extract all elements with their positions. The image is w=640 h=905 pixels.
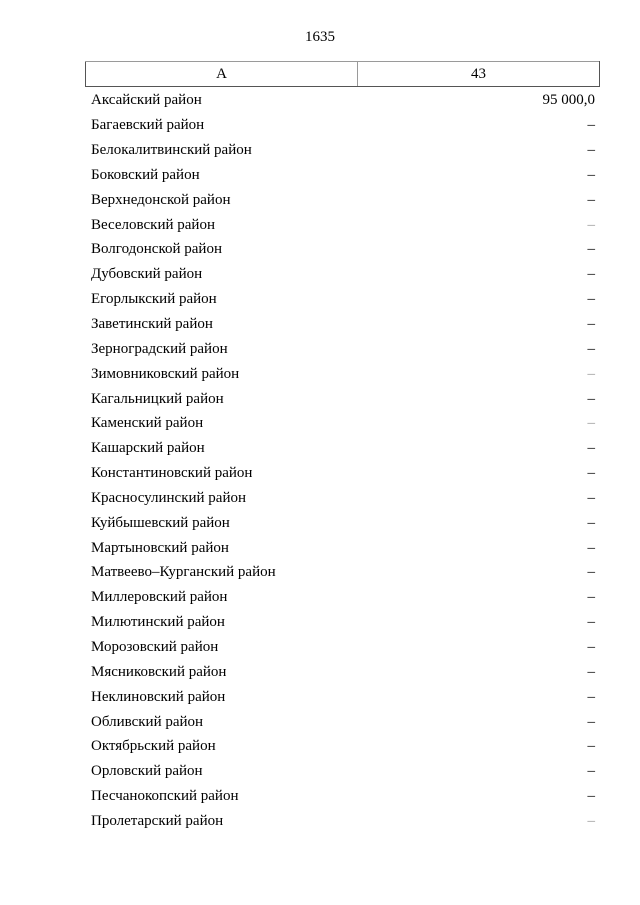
district-value: – bbox=[587, 738, 595, 755]
district-value: – bbox=[587, 663, 595, 680]
district-name: Заветинский район bbox=[91, 316, 213, 333]
table-row bbox=[91, 560, 595, 585]
table-row bbox=[91, 585, 595, 610]
district-value: – bbox=[587, 614, 595, 631]
district-value: – bbox=[587, 340, 595, 357]
table-row bbox=[91, 486, 595, 511]
table-row bbox=[91, 759, 595, 784]
header-row bbox=[86, 62, 600, 87]
district-name: Пролетарский район bbox=[91, 812, 224, 829]
district-value: 95 000,0 bbox=[542, 92, 595, 109]
district-name: Красносулинский район bbox=[91, 489, 247, 506]
district-name: Верхнедонской район bbox=[91, 191, 231, 208]
district-value: – bbox=[587, 365, 595, 382]
table-row bbox=[91, 386, 595, 411]
district-name: Каменский район bbox=[91, 415, 204, 432]
district-value: – bbox=[587, 291, 595, 308]
table-header bbox=[85, 61, 600, 87]
district-value: – bbox=[587, 241, 595, 258]
district-name: Песчанокопский район bbox=[91, 788, 239, 805]
district-name: Кагальницкий район bbox=[91, 390, 224, 407]
district-name: Морозовский район bbox=[91, 638, 219, 655]
table-row bbox=[91, 635, 595, 660]
district-value: – bbox=[587, 763, 595, 780]
district-name: Матвеево–Курганский район bbox=[91, 564, 276, 581]
district-name: Октябрьский район bbox=[91, 738, 216, 755]
district-value: – bbox=[587, 216, 595, 233]
table-row bbox=[91, 659, 595, 684]
district-value: – bbox=[587, 564, 595, 581]
table-row bbox=[91, 88, 595, 113]
district-name: Кашарский район bbox=[91, 440, 205, 457]
district-name: Багаевский район bbox=[91, 117, 205, 134]
district-value: – bbox=[587, 788, 595, 805]
district-name: Константиновский район bbox=[91, 465, 253, 482]
table-row bbox=[91, 212, 595, 237]
page-number: 1635 bbox=[305, 29, 335, 45]
district-value: – bbox=[587, 142, 595, 159]
table-row bbox=[91, 187, 595, 212]
table-row bbox=[91, 163, 595, 188]
district-value: – bbox=[587, 191, 595, 208]
table-row bbox=[91, 361, 595, 386]
district-name: Зимовниковский район bbox=[91, 365, 240, 382]
table-row bbox=[91, 684, 595, 709]
district-value: – bbox=[587, 539, 595, 556]
district-value: – bbox=[587, 713, 595, 730]
district-name: Боковский район bbox=[91, 166, 200, 183]
district-value: – bbox=[587, 489, 595, 506]
district-name: Орловский район bbox=[91, 763, 203, 780]
table-row bbox=[91, 436, 595, 461]
table-row bbox=[91, 113, 595, 138]
header-column-b: 43 bbox=[358, 62, 600, 87]
district-name: Неклиновский район bbox=[91, 688, 226, 705]
district-name: Аксайский район bbox=[91, 92, 202, 109]
table-row bbox=[91, 287, 595, 312]
table-row bbox=[91, 312, 595, 337]
table-row bbox=[91, 510, 595, 535]
district-value: – bbox=[587, 440, 595, 457]
district-value: – bbox=[587, 688, 595, 705]
table-row bbox=[91, 610, 595, 635]
table-row bbox=[91, 808, 595, 833]
table-row bbox=[91, 709, 595, 734]
district-value: – bbox=[587, 166, 595, 183]
district-name: Куйбышевский район bbox=[91, 514, 230, 531]
district-name: Белокалитвинский район bbox=[91, 142, 252, 159]
table-row bbox=[91, 262, 595, 287]
district-name: Мясниковский район bbox=[91, 663, 227, 680]
district-name: Волгодонской район bbox=[91, 241, 222, 258]
district-value: – bbox=[587, 514, 595, 531]
table-row bbox=[91, 784, 595, 809]
district-name: Миллеровский район bbox=[91, 589, 228, 606]
district-value: – bbox=[587, 465, 595, 482]
district-name: Веселовский район bbox=[91, 216, 215, 233]
district-value: – bbox=[587, 638, 595, 655]
district-value: – bbox=[587, 316, 595, 333]
district-value: – bbox=[587, 812, 595, 829]
district-list bbox=[91, 88, 595, 833]
district-name: Милютинский район bbox=[91, 614, 225, 631]
district-name: Егорлыкский район bbox=[91, 291, 217, 308]
table-row bbox=[91, 138, 595, 163]
table-row bbox=[91, 336, 595, 361]
district-value: – bbox=[587, 390, 595, 407]
district-value: – bbox=[587, 117, 595, 134]
table-row bbox=[91, 535, 595, 560]
header-column-a: А bbox=[86, 62, 358, 87]
district-name: Обливский район bbox=[91, 713, 204, 730]
table-row bbox=[91, 734, 595, 759]
table-row bbox=[91, 411, 595, 436]
district-name: Зерноградский район bbox=[91, 340, 228, 357]
district-name: Мартыновский район bbox=[91, 539, 229, 556]
district-value: – bbox=[587, 589, 595, 606]
district-value: – bbox=[587, 266, 595, 283]
district-value: – bbox=[587, 415, 595, 432]
table-row bbox=[91, 237, 595, 262]
table-row bbox=[91, 461, 595, 486]
district-name: Дубовский район bbox=[91, 266, 203, 283]
